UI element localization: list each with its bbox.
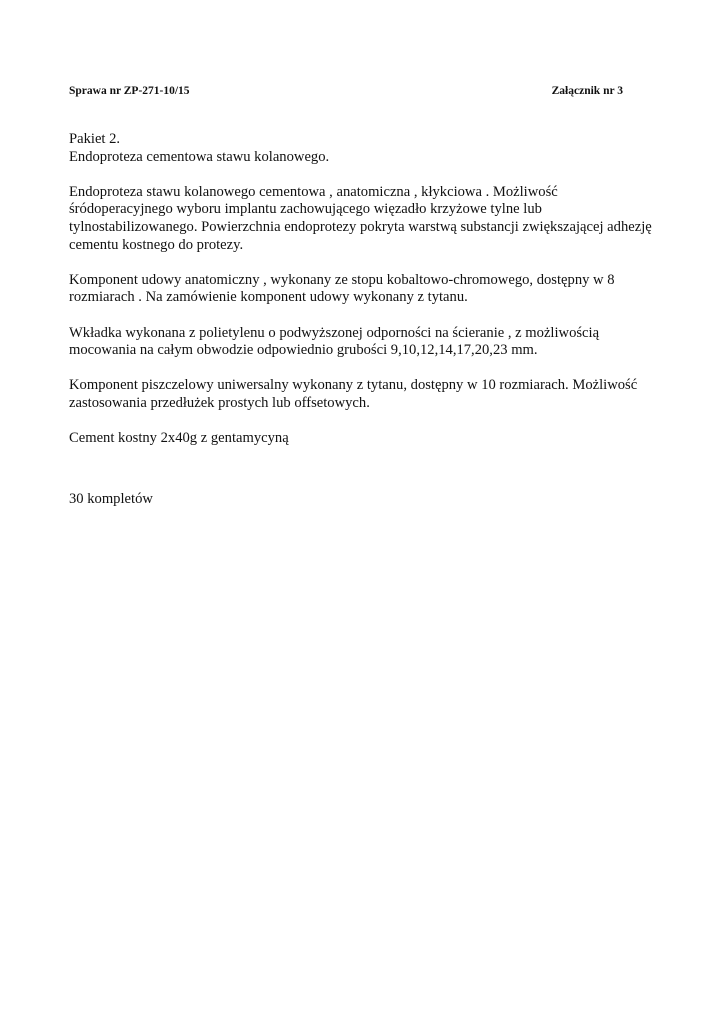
paragraph-line: Endoproteza stawu kolanowego cementowa , anatomiczna , kłykciowa . Możliwość [69, 183, 558, 200]
paragraph-tibial-component [69, 377, 659, 412]
paragraph-line: mocowania na całym obwodzie odpowiednio grubości 9,10,12,14,17,20,23 mm. [69, 342, 538, 359]
paragraph-line: cementu kostnego do protezy. [69, 236, 244, 253]
paragraph-insert [69, 325, 659, 360]
attachment-label: Załącznik nr 3 [551, 85, 623, 97]
package-title: Pakiet 2. [69, 131, 121, 147]
paragraph-bone-cement [69, 430, 659, 448]
quantity: 30 kompletów [69, 491, 153, 508]
package-subtitle: Endoproteza cementowa stawu kolanowego. [69, 148, 330, 165]
document-body [69, 131, 659, 509]
paragraph-line: Komponent udowy anatomiczny , wykonany ze stopu kobaltowo-chromowego, dostępny w 8 [69, 271, 615, 288]
case-number: Sprawa nr ZP-271-10/15 [69, 85, 190, 97]
paragraph-femoral-component [69, 272, 659, 307]
paragraph-line: zastosowania przedłużek prostych lub offsetowych. [69, 394, 370, 411]
paragraph-line: tylnostabilizowanego. Powierzchnia endoprotezy pokryta warstwą substancji zwiększającej adhezję [69, 218, 652, 235]
paragraph-line: Wkładka wykonana z polietylenu o podwyższonej odporności na ścieranie , z możliwością [69, 324, 600, 341]
paragraph-line: Komponent piszczelowy uniwersalny wykonany z tytanu, dostępny w 10 rozmiarach. Możliwość [69, 377, 638, 394]
paragraph-line: rozmiarach . Na zamówienie komponent udowy wykonany z tytanu. [69, 289, 468, 306]
paragraph-description [69, 184, 659, 254]
paragraph-line: śródoperacyjnego wyboru implantu zachowującego więzadło krzyżowe tylne lub [69, 201, 542, 218]
paragraph-line: Cement kostny 2x40g z gentamycyną [69, 430, 289, 447]
document-header [69, 82, 623, 100]
